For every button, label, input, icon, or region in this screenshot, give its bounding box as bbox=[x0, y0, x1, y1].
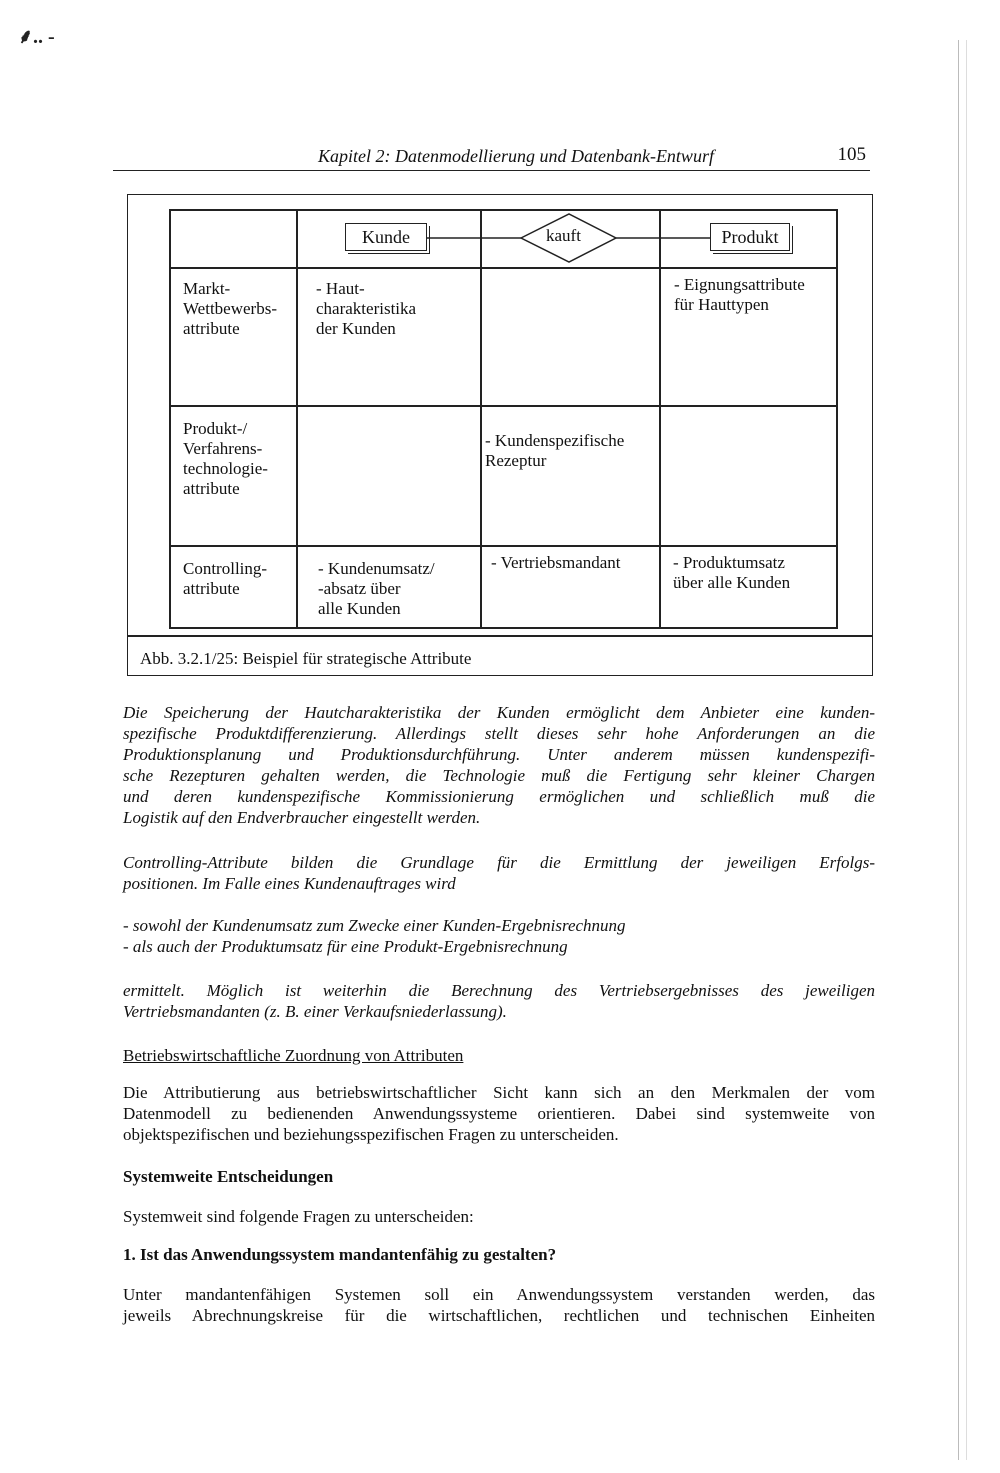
scan-edge-line bbox=[966, 40, 967, 1460]
page-header bbox=[113, 140, 870, 171]
grid-line bbox=[169, 267, 837, 269]
grid-line bbox=[169, 545, 837, 547]
cell-markt-produkt: - Eignungsattribute für Hauttypen bbox=[674, 275, 805, 314]
paragraph-attributierung: Die Attributierung aus betriebswirtschaftlicher Sicht kann sich an den Merkmalen der vom Datenmodell zu bedienenden Anwendungssysteme orientieren. Dabei sind systemweite von objektspezifischen und beziehungsspezifischen Fragen zu unterscheiden. bbox=[123, 1083, 875, 1144]
entity-produkt-label: Produkt bbox=[721, 227, 779, 247]
heading-systemweit: Systemweite Entscheidungen bbox=[123, 1167, 334, 1186]
grid-line bbox=[836, 209, 838, 629]
paragraph-controlling: Controlling-Attribute bilden die Grundlage für die Ermittlung der jeweiligen Erfolgs- positionen. Im Falle eines Kundenauftrages wird bbox=[123, 853, 875, 893]
cell-controlling-kunde: - Kundenumsatz/ -absatz über alle Kunden bbox=[318, 559, 435, 618]
page-number: 105 bbox=[837, 144, 866, 165]
grid-line bbox=[480, 209, 482, 629]
entity-kunde-label: Kunde bbox=[362, 227, 410, 247]
question-mandantenfaehig: 1. Ist das Anwendungssystem mandantenfähig zu gestalten? bbox=[123, 1245, 557, 1264]
cell-markt-kunde: - Haut- charakteristika der Kunden bbox=[316, 279, 417, 338]
grid-line bbox=[169, 209, 171, 629]
row-label-produkt-verfahren: Produkt-/ Verfahrens- technologie- attribute bbox=[183, 419, 268, 498]
caption-divider bbox=[128, 635, 872, 637]
grid-line bbox=[169, 627, 837, 629]
attribute-grid bbox=[169, 209, 837, 629]
row-label-controlling: Controlling- attribute bbox=[183, 559, 268, 598]
cell-produkt-verfahren-kauft: - Kundenspezifische Rezeptur bbox=[485, 431, 625, 470]
header-title: Kapitel 2: Datenmodellierung und Datenbank-Entwurf bbox=[318, 146, 714, 166]
paragraph-systemweit-fragen: Systemweit sind folgende Fragen zu unterscheiden: bbox=[123, 1207, 474, 1226]
list-item: - sowohl der Kundenumsatz zum Zwecke einer Kunden-Ergebnisrechnung bbox=[123, 916, 626, 935]
grid-line bbox=[169, 405, 837, 407]
subheading-zuordnung: Betriebswirtschaftliche Zuordnung von Attributen bbox=[123, 1046, 464, 1065]
scan-edge-line bbox=[958, 40, 959, 1460]
entity-produkt-box bbox=[710, 223, 790, 251]
entity-kunde-box bbox=[345, 223, 427, 251]
relation-kauft-label: kauft bbox=[546, 226, 581, 245]
list-item: - als auch der Produktumsatz für eine Produkt-Ergebnisrechnung bbox=[123, 937, 568, 956]
scan-artifact-mark: ⸙.. - bbox=[18, 26, 55, 48]
grid-line bbox=[296, 209, 298, 629]
paragraph-ermittelt: ermittelt. Möglich ist weiterhin die Berechnung des Vertriebsergebnisses des jeweiligen Vertriebsmandanten (z. B. einer Verkaufsniederlassung). bbox=[123, 981, 875, 1021]
cell-controlling-produkt: - Produktumsatz über alle Kunden bbox=[673, 553, 791, 592]
grid-line bbox=[659, 209, 661, 629]
figure-caption: Abb. 3.2.1/25: Beispiel für strategische Attribute bbox=[140, 649, 472, 668]
row-label-markt: Markt- Wettbewerbs- attribute bbox=[183, 279, 277, 338]
cell-controlling-kauft: - Vertriebsmandant bbox=[491, 553, 621, 572]
paragraph-mandantenfaehig: Unter mandantenfähigen Systemen soll ein Anwendungssystem verstanden werden, das jeweils Abrechnungskreise für die wirtschaftlichen, rechtlichen und technischen Einheiten bbox=[123, 1285, 875, 1325]
paragraph-hautcharakteristika: Die Speicherung der Hautcharakteristika der Kunden ermöglicht dem Anbieter eine kunden- spezifische Produktdifferenzierung. Allerdings stellt dieses sehr hohe Anforderungen an die Produktionsplanung und Produktionsdurchführung. Unter anderem müssen kundenspezifi- sche Rezepturen gehalten werden, die Technologie muß die Fertigung sehr kleiner Chargen und deren kundenspezifische Kommissionierung ermöglichen und schließlich muß die Logistik auf den Endverbraucher eingestellt werden. bbox=[123, 703, 875, 827]
list-umsatz bbox=[123, 915, 875, 957]
figure-attribute-matrix bbox=[127, 194, 873, 676]
